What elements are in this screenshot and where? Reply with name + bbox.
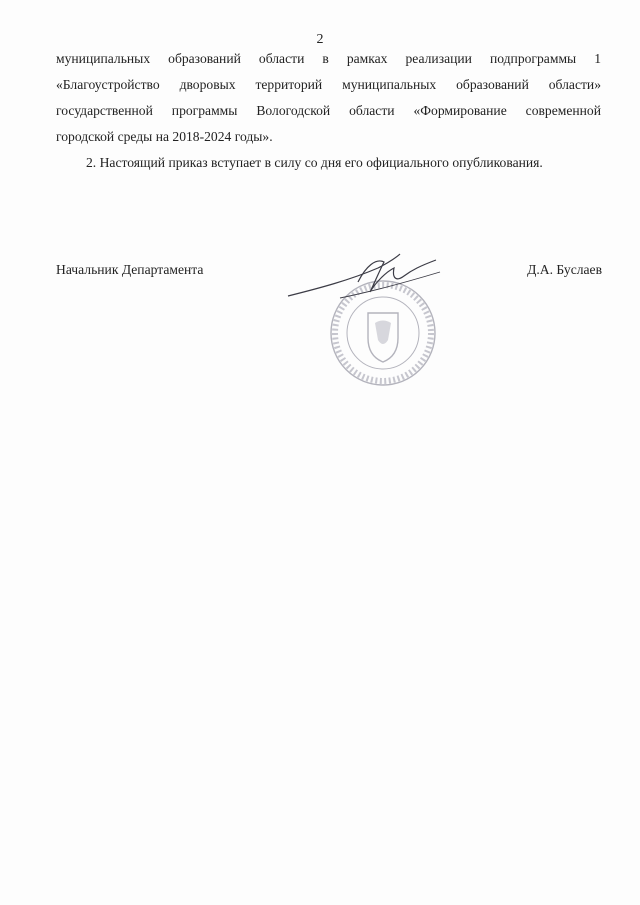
paragraph-1 — [56, 46, 601, 150]
paragraph-1-line: государственной программы Вологодской области «Формирование современной — [56, 103, 601, 118]
paragraph-2-text: 2. Настоящий приказ вступает в силу со дня его официального опубликования. — [86, 155, 543, 170]
handwritten-signature-image — [280, 248, 450, 308]
signatory-role: Начальник Департамента — [56, 262, 204, 277]
page-number: 2 — [316, 32, 324, 47]
paragraph-1-line: городской среды на 2018-2024 годы». — [56, 129, 273, 144]
paragraph-2 — [56, 150, 601, 176]
signatory-name: Д.А. Буслаев — [527, 262, 602, 277]
paragraph-1-line: «Благоустройство дворовых территорий муниципальных образований области» — [56, 77, 601, 92]
paragraph-1-line: муниципальных образований области в рамках реализации подпрограммы 1 — [56, 51, 601, 66]
